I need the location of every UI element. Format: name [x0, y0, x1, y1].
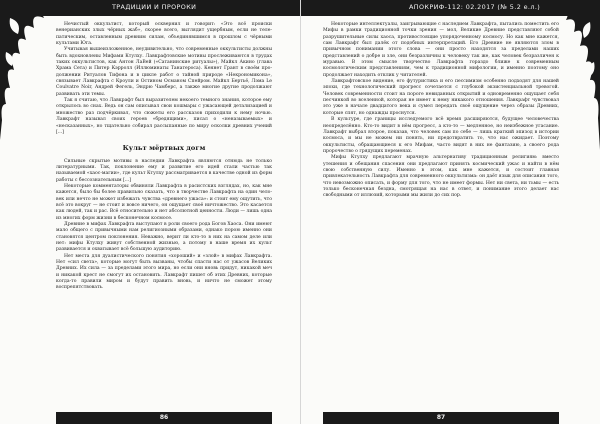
paragraph: Сильные скрытые мотивы в наследии Лавкрафта являются отнюдь не только литературными. Так, поклонение ему и развитие его идей стали частью так называемой «хаос-магии», где культ Ктулху рассматривается в качестве одной из форм работы с бессознательным [...]: [56, 158, 272, 183]
left-running-head: ТРАДИЦИИ И ПРОРОКИ: [112, 3, 197, 11]
paragraph: Лавкрафтовское видение, его футуристика и его пессимизм особенно подходят для нашей эпохи, где технологический прогресс сочетается с глубокой экзистенциальной тревогой. Человек современности стоит на пороге невиданных открытий и одновременно ощущает себя песчинкой во вселенной, которая не имеет к нему никакого отношения. Лавкрафт чувствовал это уже в начале двадцатого века и сумел передать своё ощущение через образы Древних, которые спят, но однажды проснутся.: [323, 79, 559, 116]
left-body-top: [56, 22, 272, 292]
paragraph: Так я считаю, что Лавкрафт был выразителем некоего темного знания, которое ему открылось во снах. Ведь он сам описывал свои кошмары с ужасающей детализацией и множество раз подчёркивал, что сюжеты его рассказов приходили к нему ночью. Лавкрафт называл своих героев «бредящими», писал о «неназываемых» и «несказанных», но тщательно собирал рассыпанные по миру осколки древних учений [...]: [56, 98, 272, 135]
paragraph: Учитывая вышеизложенное, неудивительно, что современные оккультисты должны быть вдохновлены Мифами Ктулху. Лавкрафтовские мотивы прослеживаются в трудах таких оккультистов, как Антон ЛаВей («Сатанинские ритуалы»), Майкл Акино (глава Храма Сета) и Питер Кэрролл (Иллюминаты Танатероса). Кеннет Грант в своём продолжении Ритуалов Тифона и в цикле работ о тайной природе «Некрономикона», связывает Лавкрафта с Кроули и Остином Османом Спейром. Майкл Бертьё, Лэма Le Coulvatre Noir, Андрей Фегель, Эндрю Чамберс, а также многие другие продолжают развивать эти темы.: [56, 47, 272, 97]
paragraph: Некоторые комментаторы обвиняли Лавкрафта в расистских взглядах, но, как мне кажется, было бы более правильно сказать, что в творчестве Лавкрафта на один человек или нечто не может избежать чувства «древнего ужаса»: и стоит ему ощутить, что всё это вокруг — не стоит и вовсе ничего, он ощущает своё ничтожество. Это касается как людей, так и рас. Всё относительно и нет абсолютной ценности. Люди — лишь одна из многих форм жизни в бесконечном космосе.: [56, 183, 273, 221]
right-header-band: [301, 0, 600, 16]
right-body: [323, 22, 559, 200]
flame-ornament-icon: [560, 0, 600, 150]
paragraph: Нечистый оккультист, который осквернил и говорит: «Это всё происки венерианских злых чёрных жаб», скорее всего, выглядит ущербным, если не телепатическим, оставленным древним силам, объединявшимся в прошлом с чёрными культами Юга.: [56, 22, 272, 47]
right-page: [301, 0, 600, 424]
right-page-number: 87: [436, 414, 446, 421]
paragraph: Нет места для дуалистического понятия «хороший» и «злой» в мифах Лавкрафта. Нет «сил света», которые могут быть вызваны, чтобы спасти нас от ужасов Великих Древних. Их сила — за пределами этого мира, но если они вновь придут, никакой меч и никакой крест не смогут их остановить. Лавкрафт пишет об этих Древних, которые когда-то правили миром и будут править вновь, и ничто не сможет этому воспрепятствовать.: [56, 253, 272, 291]
right-footer-band: [323, 412, 559, 424]
paragraph: В культуре, где границы исследуемого всё время расширяются, будущее человечества неопределённо. Кто-то видит в нём прогресс, а кто-то — медленное, но неизбежное угасание. Лавкрафт выбрал второе, показав, что человек сам по себе — лишь краткий эпизод в истории космоса, и мы не можем ни понять, ни предотвратить то, что нас ожидает. Поэтому оккультисты, обращающиеся к его Мифам, часто видят в них не фантазию, а своего рода пророчество о грядущих переменах.: [323, 117, 559, 154]
left-footer-band: [56, 412, 272, 424]
paragraph: Древние в мифах Лавкрафта выступают в роли своего рода Богов Хаоса. Они имеют мало общего с привычными нам религиозными образами, однако порою именно они становятся центром поклонения. Неважно, верит ли кто-то в них на самом деле или нет: мифы Ктулху живут собственной жизнью, а потому в наше время их культ развивается и охватывает всё большую аудиторию.: [56, 221, 272, 253]
paragraph: Некоторые интеллектуалы, заигрывающие с наследием Лавкрафта, пытались поместить его Мифы в рамки традиционной точки зрения — мол, Великие Древние представляют собой разрушительные силы хаоса, противостоящие упорядоченному космосу. Но как мне кажется, сам Лавкрафт был далёк от подобных интерпретаций. Его Древние не являются злом в привычном понимании этого слова — они просто находятся за пределами наших представлений о добре и зле, они безразличны к человеку так же, как человек безразличен к муравью. В этом смысле творчество Лавкрафта гораздо ближе к современным космологическим представлениям, чем к традиционной мифологии, и именно поэтому оно продолжает находить отклик у читателей.: [323, 22, 559, 78]
left-page-number: 86: [159, 414, 169, 421]
flame-ornament-icon: [0, 0, 52, 140]
paragraph: Мифы Ктулху предлагают мрачную альтернативу традиционным религиям: вместо утешения и обещания спасения они предлагают принять космический ужас и найти в нём свою собственную силу. Именно в этом, как мне кажется, и состоит главная привлекательность Лавкрафта для современного оккультизма: он даёт язык для описания того, что невозможно описать, и форму для того, что не имеет формы. Нет ни света, ни тьмы — есть только бесконечная бездна, смотрящая на нас в ответ, и понимание этого делает нас свободными от иллюзий, которыми мы жили до сих пор.: [323, 155, 559, 199]
right-running-head: АПОКРИФ-112: 02.2017 (№ 5.2 е.л.): [409, 3, 541, 11]
section-title: Культ мёртвых догм: [122, 144, 206, 153]
